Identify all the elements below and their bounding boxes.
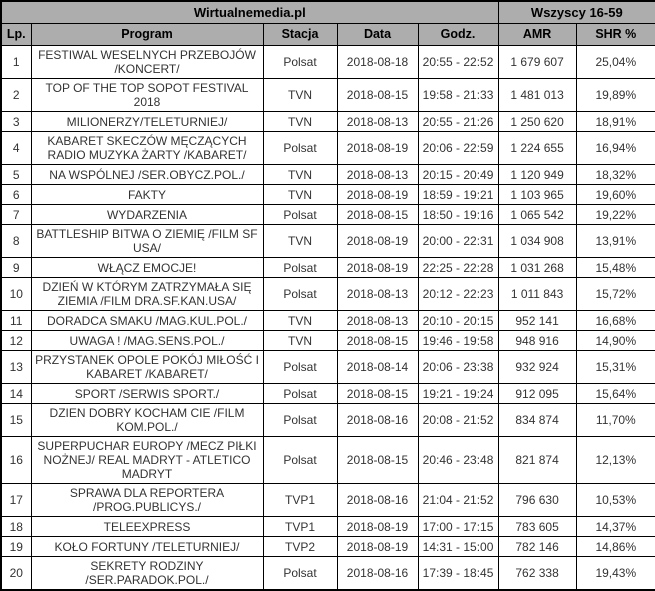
- cell-amr: 783 605: [498, 517, 576, 537]
- cell-amr: 1 481 013: [498, 79, 576, 112]
- cell-data: 2018-08-18: [337, 46, 418, 79]
- cell-program: MILIONERZY/TELETURNIEJ/: [31, 112, 263, 132]
- cell-stacja: TVN: [263, 112, 337, 132]
- cell-lp: 5: [1, 165, 31, 185]
- cell-shr: 16,68%: [576, 311, 655, 331]
- cell-program: TELEEXPRESS: [31, 517, 263, 537]
- cell-stacja: Polsat: [263, 258, 337, 278]
- cell-godz: 17:00 - 17:15: [418, 517, 498, 537]
- cell-data: 2018-08-16: [337, 404, 418, 437]
- cell-godz: 19:58 - 21:33: [418, 79, 498, 112]
- table-row: [1, 278, 655, 311]
- cell-data: 2018-08-13: [337, 112, 418, 132]
- cell-godz: 21:04 - 21:52: [418, 484, 498, 517]
- cell-data: 2018-08-19: [337, 185, 418, 205]
- cell-amr: 1 034 908: [498, 225, 576, 258]
- table-row: [1, 132, 655, 165]
- column-header-stacja: Stacja: [263, 24, 337, 46]
- source-title: Wirtualnemedia.pl: [1, 1, 498, 24]
- cell-program: KOŁO FORTUNY /TELETURNIEJ/: [31, 537, 263, 557]
- cell-lp: 4: [1, 132, 31, 165]
- cell-data: 2018-08-16: [337, 484, 418, 517]
- table-row: [1, 258, 655, 278]
- table-row: [1, 404, 655, 437]
- cell-amr: 1 103 965: [498, 185, 576, 205]
- cell-shr: 18,32%: [576, 165, 655, 185]
- cell-lp: 7: [1, 205, 31, 225]
- cell-stacja: Polsat: [263, 437, 337, 484]
- table-row: [1, 351, 655, 384]
- cell-program: DZIEN DOBRY KOCHAM CIE /FILM KOM.POL./: [31, 404, 263, 437]
- cell-amr: 1 120 949: [498, 165, 576, 185]
- cell-program: SEKRETY RODZINY /SER.PARADOK.POL./: [31, 557, 263, 591]
- cell-shr: 14,90%: [576, 331, 655, 351]
- cell-shr: 15,72%: [576, 278, 655, 311]
- cell-shr: 16,94%: [576, 132, 655, 165]
- cell-stacja: Polsat: [263, 205, 337, 225]
- cell-data: 2018-08-19: [337, 537, 418, 557]
- cell-shr: 19,22%: [576, 205, 655, 225]
- column-header-row: [1, 24, 655, 46]
- cell-amr: 1 679 607: [498, 46, 576, 79]
- cell-data: 2018-08-13: [337, 165, 418, 185]
- table-row: [1, 484, 655, 517]
- cell-amr: 796 630: [498, 484, 576, 517]
- cell-program: UWAGA ! /MAG.SENS.POL./: [31, 331, 263, 351]
- cell-godz: 22:25 - 22:28: [418, 258, 498, 278]
- cell-program: FAKTY: [31, 185, 263, 205]
- cell-lp: 18: [1, 517, 31, 537]
- cell-stacja: Polsat: [263, 557, 337, 591]
- cell-program: SUPERPUCHAR EUROPY /MECZ PIŁKI NOŻNEJ/ REAL MADRYT - ATLETICO MADRYT: [31, 437, 263, 484]
- cell-lp: 9: [1, 258, 31, 278]
- cell-program: FESTIWAL WESELNYCH PRZEBOJÓW /KONCERT/: [31, 46, 263, 79]
- cell-program: DORADCA SMAKU /MAG.KUL.POL./: [31, 311, 263, 331]
- cell-godz: 18:50 - 19:16: [418, 205, 498, 225]
- cell-godz: 20:10 - 20:15: [418, 311, 498, 331]
- cell-program: WŁĄCZ EMOCJE!: [31, 258, 263, 278]
- cell-godz: 20:06 - 23:38: [418, 351, 498, 384]
- cell-amr: 821 874: [498, 437, 576, 484]
- cell-godz: 20:46 - 23:48: [418, 437, 498, 484]
- cell-stacja: TVN: [263, 79, 337, 112]
- column-header-data: Data: [337, 24, 418, 46]
- cell-lp: 15: [1, 404, 31, 437]
- cell-program: TOP OF THE TOP SOPOT FESTIVAL 2018: [31, 79, 263, 112]
- cell-stacja: TVN: [263, 225, 337, 258]
- cell-lp: 6: [1, 185, 31, 205]
- table-row: [1, 79, 655, 112]
- cell-lp: 10: [1, 278, 31, 311]
- cell-amr: 1 250 620: [498, 112, 576, 132]
- cell-stacja: TVN: [263, 331, 337, 351]
- column-header-godz: Godz.: [418, 24, 498, 46]
- cell-lp: 20: [1, 557, 31, 591]
- cell-data: 2018-08-15: [337, 384, 418, 404]
- table-row: [1, 46, 655, 79]
- cell-lp: 14: [1, 384, 31, 404]
- table-row: [1, 311, 655, 331]
- cell-data: 2018-08-16: [337, 557, 418, 591]
- cell-godz: 18:59 - 19:21: [418, 185, 498, 205]
- cell-shr: 12,13%: [576, 437, 655, 484]
- cell-lp: 12: [1, 331, 31, 351]
- cell-amr: 762 338: [498, 557, 576, 591]
- cell-godz: 20:12 - 22:23: [418, 278, 498, 311]
- cell-stacja: TVP1: [263, 484, 337, 517]
- cell-stacja: Polsat: [263, 132, 337, 165]
- cell-lp: 3: [1, 112, 31, 132]
- cell-shr: 19,60%: [576, 185, 655, 205]
- cell-program: KABARET SKECZÓW MĘCZĄCYCH RADIO MUZYKA ŻARTY /KABARET/: [31, 132, 263, 165]
- audience-group-label: Wszyscy 16-59: [498, 1, 655, 24]
- cell-amr: 1 065 542: [498, 205, 576, 225]
- cell-shr: 15,31%: [576, 351, 655, 384]
- cell-godz: 20:08 - 21:52: [418, 404, 498, 437]
- cell-data: 2018-08-19: [337, 517, 418, 537]
- cell-stacja: Polsat: [263, 351, 337, 384]
- table-header: [1, 1, 655, 46]
- cell-stacja: Polsat: [263, 46, 337, 79]
- cell-shr: 11,70%: [576, 404, 655, 437]
- cell-data: 2018-08-15: [337, 79, 418, 112]
- table-row: [1, 112, 655, 132]
- cell-amr: 834 874: [498, 404, 576, 437]
- cell-stacja: TVN: [263, 165, 337, 185]
- cell-amr: 932 924: [498, 351, 576, 384]
- cell-amr: 1 011 843: [498, 278, 576, 311]
- cell-lp: 8: [1, 225, 31, 258]
- cell-amr: 782 146: [498, 537, 576, 557]
- cell-godz: 19:46 - 19:58: [418, 331, 498, 351]
- cell-godz: 20:06 - 22:59: [418, 132, 498, 165]
- cell-stacja: TVN: [263, 311, 337, 331]
- column-header-lp: Lp.: [1, 24, 31, 46]
- cell-lp: 1: [1, 46, 31, 79]
- cell-shr: 15,64%: [576, 384, 655, 404]
- table-row: [1, 384, 655, 404]
- cell-program: PRZYSTANEK OPOLE POKÓJ MIŁOŚĆ I KABARET /KABARET/: [31, 351, 263, 384]
- cell-data: 2018-08-13: [337, 311, 418, 331]
- table-row: [1, 205, 655, 225]
- cell-amr: 912 095: [498, 384, 576, 404]
- cell-program: DZIEŃ W KTÓRYM ZATRZYMAŁA SIĘ ZIEMIA /FILM DRA.SF.KAN.USA/: [31, 278, 263, 311]
- cell-godz: 20:15 - 20:49: [418, 165, 498, 185]
- table-row: [1, 185, 655, 205]
- cell-data: 2018-08-15: [337, 331, 418, 351]
- cell-shr: 19,89%: [576, 79, 655, 112]
- cell-lp: 19: [1, 537, 31, 557]
- table-row: [1, 437, 655, 484]
- cell-shr: 10,53%: [576, 484, 655, 517]
- cell-data: 2018-08-13: [337, 278, 418, 311]
- cell-data: 2018-08-15: [337, 437, 418, 484]
- cell-lp: 11: [1, 311, 31, 331]
- cell-shr: 18,91%: [576, 112, 655, 132]
- cell-lp: 17: [1, 484, 31, 517]
- cell-shr: 25,04%: [576, 46, 655, 79]
- cell-stacja: TVP1: [263, 517, 337, 537]
- cell-godz: 14:31 - 15:00: [418, 537, 498, 557]
- column-header-program: Program: [31, 24, 263, 46]
- cell-data: 2018-08-19: [337, 225, 418, 258]
- cell-shr: 19,43%: [576, 557, 655, 591]
- cell-shr: 15,48%: [576, 258, 655, 278]
- table-row: [1, 517, 655, 537]
- cell-shr: 14,86%: [576, 537, 655, 557]
- cell-data: 2018-08-19: [337, 258, 418, 278]
- table-row: [1, 225, 655, 258]
- cell-data: 2018-08-15: [337, 205, 418, 225]
- cell-stacja: Polsat: [263, 404, 337, 437]
- table-row: [1, 331, 655, 351]
- cell-data: 2018-08-19: [337, 132, 418, 165]
- cell-amr: 1 224 655: [498, 132, 576, 165]
- table-title-row: [1, 1, 655, 24]
- cell-godz: 20:55 - 22:52: [418, 46, 498, 79]
- table-row: [1, 537, 655, 557]
- cell-stacja: TVN: [263, 185, 337, 205]
- cell-godz: 19:21 - 19:24: [418, 384, 498, 404]
- cell-lp: 16: [1, 437, 31, 484]
- cell-program: WYDARZENIA: [31, 205, 263, 225]
- cell-amr: 1 031 268: [498, 258, 576, 278]
- cell-shr: 14,37%: [576, 517, 655, 537]
- cell-program: SPRAWA DLA REPORTERA /PROG.PUBLICYS./: [31, 484, 263, 517]
- cell-lp: 13: [1, 351, 31, 384]
- cell-godz: 20:55 - 21:26: [418, 112, 498, 132]
- table-body: [1, 46, 655, 591]
- table-row: [1, 557, 655, 591]
- cell-amr: 948 916: [498, 331, 576, 351]
- cell-program: SPORT /SERWIS SPORT./: [31, 384, 263, 404]
- cell-program: NA WSPÓLNEJ /SER.OBYCZ.POL./: [31, 165, 263, 185]
- cell-lp: 2: [1, 79, 31, 112]
- cell-program: BATTLESHIP BITWA O ZIEMIĘ /FILM SF USA/: [31, 225, 263, 258]
- cell-amr: 952 141: [498, 311, 576, 331]
- cell-stacja: TVP2: [263, 537, 337, 557]
- cell-data: 2018-08-14: [337, 351, 418, 384]
- cell-stacja: Polsat: [263, 278, 337, 311]
- cell-godz: 17:39 - 18:45: [418, 557, 498, 591]
- cell-stacja: Polsat: [263, 384, 337, 404]
- cell-shr: 13,91%: [576, 225, 655, 258]
- table-row: [1, 165, 655, 185]
- cell-godz: 20:00 - 22:31: [418, 225, 498, 258]
- column-header-shr: SHR %: [576, 24, 655, 46]
- column-header-amr: AMR: [498, 24, 576, 46]
